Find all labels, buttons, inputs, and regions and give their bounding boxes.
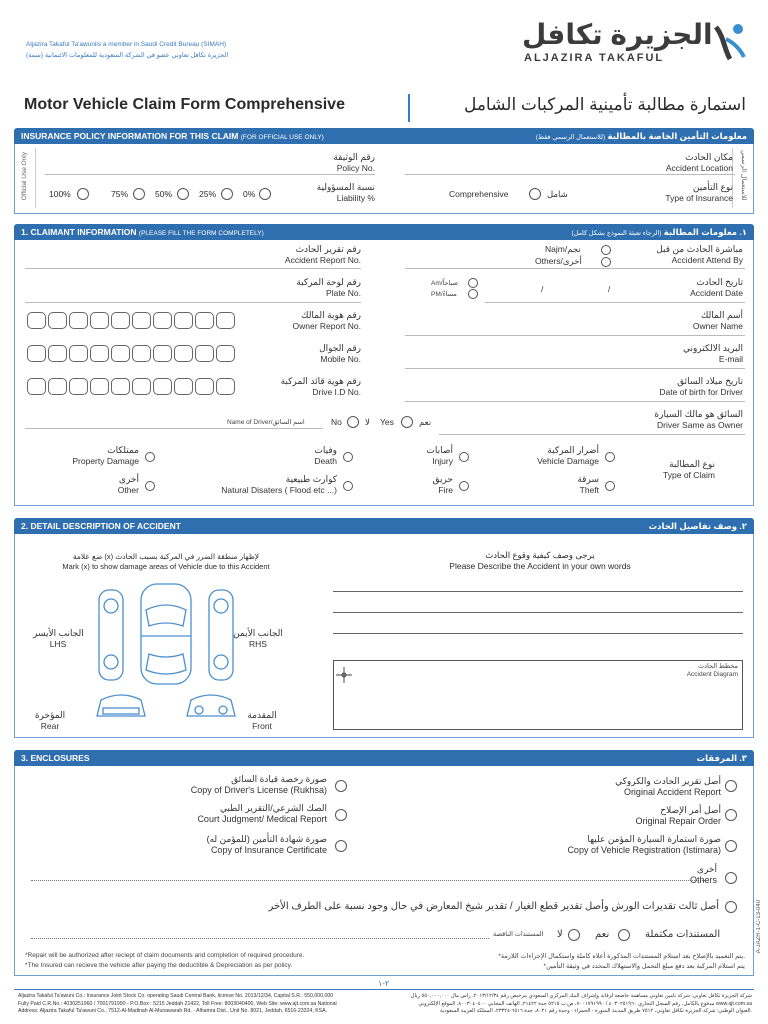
enc-quotes: أصل ثالث تقديرات الورش وأصل تقدير قطع الغيار / تقدير شيخ المعارض في حال وجود نسبة على الطرف الأخر <box>268 901 719 912</box>
enc-court-checkbox[interactable] <box>335 809 347 821</box>
detail-section <box>14 534 754 738</box>
claim-death: وفيات Death <box>314 445 337 466</box>
enc-registration-checkbox[interactable] <box>725 840 737 852</box>
location-line[interactable] <box>405 174 735 175</box>
describe-line-3[interactable] <box>333 633 743 634</box>
official-divider-left <box>35 148 36 208</box>
claim-natural-checkbox[interactable] <box>343 481 353 491</box>
footer-line-1-en: Aljazira Takaful Ta'awuni Co.: Insurance Joint Stock Co. operating Saudi Central Bank, license No. 2013/12/34, Capital S.R.: 550,000,000 <box>18 993 334 999</box>
logo-mark-icon <box>710 21 750 61</box>
footer-line-3-en: Address: Aljazira Takaful Ta'awuni Co., 7512-Al-Madinah Al-Munawarah Rd. - Alhamra Dist., Unit No. 8021, Jeddah, 6516-23324, KSA. <box>18 1008 328 1014</box>
claimant-section-bar <box>14 224 754 240</box>
email-label: البريد الالكتروني E-mail <box>682 343 743 364</box>
najm-checkbox[interactable] <box>601 245 611 255</box>
detail-section-bar <box>14 518 754 534</box>
official-use-ar: للاستعمال الرسمي <box>740 150 747 201</box>
diagram-label: مخطط الحادث Accident Diagram <box>686 663 738 678</box>
drive-id-cells[interactable] <box>27 378 235 395</box>
enc-others-checkbox[interactable] <box>725 872 737 884</box>
liability-100: 100% <box>49 189 71 199</box>
liability-50: 50% <box>155 189 173 199</box>
policy-section <box>14 144 754 214</box>
enc-others: أخرى Others <box>689 864 717 885</box>
footer-line-3-ar: العنوان الوطني: شركة الجزيرة تكافل تعاوني، ٧٥١٢ طريق المدينة المنورة - الحمراء - وحدة رقم ٨٠٢١، جدة ٦٥١٦-٢٣٣٢٤، المملكة العربية السعودية. <box>440 1008 752 1014</box>
am-label: Am/صباحاً <box>431 280 459 287</box>
claim-injury: أصابات Injury <box>426 445 453 466</box>
mobile-label: رقم الجوال Mobile No. <box>319 343 361 364</box>
logo-ar: الجزيرة تكافل <box>522 19 713 50</box>
detail-bar-ar: ٢. وصف تفاصيل الحادث <box>648 520 747 531</box>
attend-line <box>405 268 745 269</box>
detail-bar-en: 2. DETAIL DESCRIPTION OF ACCIDENT <box>21 521 181 531</box>
complete-label: المستندات مكتملة <box>645 929 721 940</box>
liability-25: 25% <box>199 189 217 199</box>
note-1-en: *Repair will be authorized after reciept of claim documents and completion of required procedure. <box>25 952 305 959</box>
front-label: المقدمة Front <box>247 710 277 731</box>
claim-natural: كوارث طبيعية Natural Disaters ( Flood etc ...) <box>221 474 337 495</box>
driver-name-label: Name of Driver/اسم السائق <box>227 419 305 426</box>
mark-ar: ضع علامة (x) لإظهار منطقة الضرر في المركبة بسبب الحادث <box>72 552 260 561</box>
liability-0-checkbox[interactable] <box>259 188 271 200</box>
comprehensive-checkbox[interactable] <box>529 188 541 200</box>
owner-name-line[interactable] <box>405 335 745 336</box>
yes-en: Yes <box>380 417 394 427</box>
logo-en: ALJAZIRA TAKAFUL <box>524 52 665 64</box>
claim-property: ممتلكات Property Damage <box>72 445 139 466</box>
report-no-label: رقم تقرير الحادث Accident Report No. <box>284 244 361 265</box>
enclosures-section <box>14 766 754 976</box>
dob-label: تاريخ ميلاد السائق Date of birth for Driver <box>659 376 743 397</box>
pm-checkbox[interactable] <box>468 289 478 299</box>
describe-line-2[interactable] <box>333 612 743 613</box>
page-number: ٢-١ <box>378 979 390 988</box>
no-en: No <box>331 417 342 427</box>
enc-quotes-checkbox[interactable] <box>725 901 737 913</box>
others-label: Others/أخرى <box>535 256 582 266</box>
claim-theft: سرقة Theft <box>577 474 599 495</box>
rear-label: المؤخرة Rear <box>34 710 66 731</box>
side-code: A-JAZR-1-C-13-040 <box>756 900 762 954</box>
date-line[interactable] <box>485 302 745 303</box>
enc-others-line[interactable] <box>31 880 705 881</box>
enc-license-checkbox[interactable] <box>335 780 347 792</box>
footer-ar <box>392 993 752 1016</box>
missing-docs-line[interactable] <box>31 938 489 939</box>
claimant-bar-ar: (الرجاء تعبئة النموذج بشكل كامل) ١. معلومات المطالبة <box>571 226 747 237</box>
liability-75: 75% <box>111 189 129 199</box>
enc-certificate-checkbox[interactable] <box>335 840 347 852</box>
footer-en <box>18 993 337 1016</box>
yes-ar: نعم <box>419 417 432 427</box>
describe-en: Please Describe the Accident in your own words <box>449 561 631 571</box>
policy-bar-en: INSURANCE POLICY INFORMATION FOR THIS CLAIM (FOR OFFICIAL USE ONLY) <box>21 131 324 141</box>
same-label: السائق هو مالك السيارة Driver Same as Owner <box>654 409 743 430</box>
liability-75-checkbox[interactable] <box>133 188 145 200</box>
footer-divider <box>14 989 754 990</box>
policy-no-label: رقم الوثيقة Policy No. <box>333 152 375 173</box>
liability-label: نسبة المسؤولية Liability % <box>316 182 375 203</box>
claimant-section <box>14 240 754 506</box>
enc-report: أصل تقرير الحادث والكروكي Original Accident Report <box>615 776 721 797</box>
claim-other: أخرى Other <box>117 474 139 495</box>
policy-section-bar <box>14 128 754 144</box>
compass-icon <box>336 667 352 683</box>
pm-label: PM/مساءً <box>431 291 457 298</box>
no-checkbox[interactable] <box>347 416 359 428</box>
complete-no-checkbox[interactable] <box>568 929 580 941</box>
date-slash-2: / <box>608 284 611 294</box>
policy-no-line[interactable] <box>45 174 375 175</box>
comprehensive-en: Comprehensive <box>449 189 509 199</box>
rhs-label: الجانب الأيمن RHS <box>233 628 283 649</box>
date-slash-1: / <box>541 284 544 294</box>
accident-diagram-box[interactable] <box>333 660 743 730</box>
liability-50-checkbox[interactable] <box>177 188 189 200</box>
enc-license: صورة رخصة قيادة السائق Copy of Driver's License (Rukhsa) <box>190 774 327 795</box>
owner-id-cells[interactable] <box>27 312 235 329</box>
footer-line-2-en: Fully Paid C.R.No.: 4030251960 / 7001791990 - P.O.Box : 5215 Jeddah 21422, Toll Free: 8003040400, Web Site: www.ajt.com.sa National <box>18 1000 337 1007</box>
enclosures-section-bar <box>14 750 754 766</box>
plate-label: رقم لوحة المركبة Plate No. <box>296 277 361 298</box>
report-no-line[interactable] <box>25 268 361 269</box>
claim-vehicle-damage-checkbox[interactable] <box>605 452 615 462</box>
lhs-label: الجانب الأيسر LHS <box>33 628 84 649</box>
note-1-ar: *يتم التعميد بالإصلاح بعد استلام المستندات المذكورة أعلاه كاملة واستكمال الإجراءات اللازمة. <box>498 953 745 960</box>
complete-yes-ar: نعم <box>595 929 610 940</box>
claim-death-checkbox[interactable] <box>343 452 353 462</box>
footer-line-2-ar: مدفوع بالكامل، رقم السجل التجاري ٤٠٣٠٢٥١٩٦٠ / ٧٠٠١٧٩١٩٩٠، ص.ب ٥٢١٥ جدة ٢١٤٢٢، الهاتف المجاني ٨٠٠٣٠٤٠٤٠٠، الموقع الإلكتروني www.ajt.com.sa <box>418 1000 752 1007</box>
complete-yes-checkbox[interactable] <box>618 929 630 941</box>
mark-instructions <box>21 552 311 572</box>
official-use-en: Official Use Only <box>21 152 28 201</box>
enc-repair-checkbox[interactable] <box>725 809 737 821</box>
mark-en: Mark (x) to show damage areas of Vehicle due to this Accident <box>62 562 270 571</box>
mobile-cells[interactable] <box>27 345 235 362</box>
claim-fire-checkbox[interactable] <box>459 481 469 491</box>
enc-certificate: صورة شهادة التأمين (للمؤمن له) Copy of Insurance Certificate <box>206 834 327 855</box>
others-checkbox[interactable] <box>601 257 611 267</box>
describe-ar: يرجى وصف كيفية وقوع الحادث <box>485 550 595 560</box>
dob-line[interactable] <box>405 401 745 402</box>
note-2-en: *The Insured can recieve the vehicle after paying the deductible & Depreciation as per policy. <box>25 962 293 969</box>
owner-id-label: رقم هوية المالك Owner Report No. <box>292 310 361 331</box>
claim-fire: حريق Fire <box>432 474 453 495</box>
missing-docs-label: المستندات الناقصة <box>493 931 544 938</box>
claim-injury-checkbox[interactable] <box>459 452 469 462</box>
footer-line-1-ar: شركة الجزيرة تكافل تعاوني: شركة تأمين تعاوني مساهمة خاضعة لرقابة وإشراف البنك المركزي السعودي بترخيص رقم ٢٠١٣/١٢/٣٤، رأس مال ٥٥٠,٠٠٠,٠٠٠ ريال <box>410 993 752 999</box>
logo <box>520 18 755 68</box>
title-en: Motor Vehicle Claim Form Comprehensive <box>24 96 345 113</box>
enc-repair: أصل أمر الإصلاح Original Repair Order <box>635 805 721 826</box>
attend-label: مباشرة الحادث من قبل Accident Attend By <box>656 244 743 265</box>
driver-name-line[interactable] <box>25 428 323 429</box>
simah-ar: الجزيرة تكافل تعاوني عضو في الشركة السعودية للمعلومات الائتمانية (سمة) <box>26 52 229 59</box>
drive-id-label: رقم هوية قائد المركبة Drive I.D No. <box>280 376 361 397</box>
najm-label: Najm/نجم <box>545 244 581 254</box>
enc-court: الصك الشرعي/التقرير الطبي Court Judgment/ Medical Report <box>197 803 327 824</box>
claim-vehicle-damage: أضرار المركبة Vehicle Damage <box>537 445 599 466</box>
yes-checkbox[interactable] <box>401 416 413 428</box>
claimant-bar-en: 1. CLAIMANT INFORMATION (PLEASE FILL THE FORM COMPLETELY) <box>21 227 264 237</box>
simah-en: Aljazira Takaful Ta'awuniis a member in Saudi Credit Bureau (SIMAH) <box>26 41 227 48</box>
describe-instructions <box>335 550 745 572</box>
claim-other-checkbox[interactable] <box>145 481 155 491</box>
enc-registration: صورة استمارة السيارة المؤمن عليها Copy of Vehicle Registration (Istimara) <box>567 834 721 855</box>
liability-0: 0% <box>243 189 256 199</box>
comprehensive-ar: شامل <box>547 189 568 199</box>
liability-100-checkbox[interactable] <box>77 188 89 200</box>
owner-name-label: أسم المالك Owner Name <box>692 310 743 331</box>
enclosures-bar-ar: ٣. المرفقات <box>696 752 747 763</box>
am-checkbox[interactable] <box>468 278 478 288</box>
policy-bar-ar: (للاستعمال الرسمي فقط) معلومات التأمين الخاصة بالمطالبة <box>535 130 747 141</box>
complete-no-ar: لا <box>557 929 563 940</box>
note-2-ar: *يتم استلام المركبة بعد دفع مبلغ التحمل والاستهلاك المحدد في وثيقة التأمين <box>543 963 745 970</box>
location-label: مكان الحادث Accident Location <box>665 152 733 173</box>
title-divider <box>408 94 410 122</box>
describe-line-1[interactable] <box>333 591 743 592</box>
enclosures-bar-en: 3. ENCLOSURES <box>21 753 90 763</box>
vehicle-diagram[interactable] <box>91 580 241 730</box>
title-ar: استمارة مطالبة تأمينية المركبات الشامل <box>463 95 746 114</box>
date-label: تاريخ الحادث Accident Date <box>690 277 743 298</box>
claim-type-label: نوع المطالبة Type of Claim <box>663 459 715 480</box>
no-ar: لا <box>365 417 370 427</box>
email-line[interactable] <box>405 368 745 369</box>
claim-theft-checkbox[interactable] <box>605 481 615 491</box>
enc-report-checkbox[interactable] <box>725 780 737 792</box>
liability-25-checkbox[interactable] <box>221 188 233 200</box>
insurance-type-label: نوع التأمين Type of Insurance <box>665 182 733 203</box>
plate-line[interactable] <box>25 302 361 303</box>
same-line <box>439 434 745 435</box>
claim-property-checkbox[interactable] <box>145 452 155 462</box>
